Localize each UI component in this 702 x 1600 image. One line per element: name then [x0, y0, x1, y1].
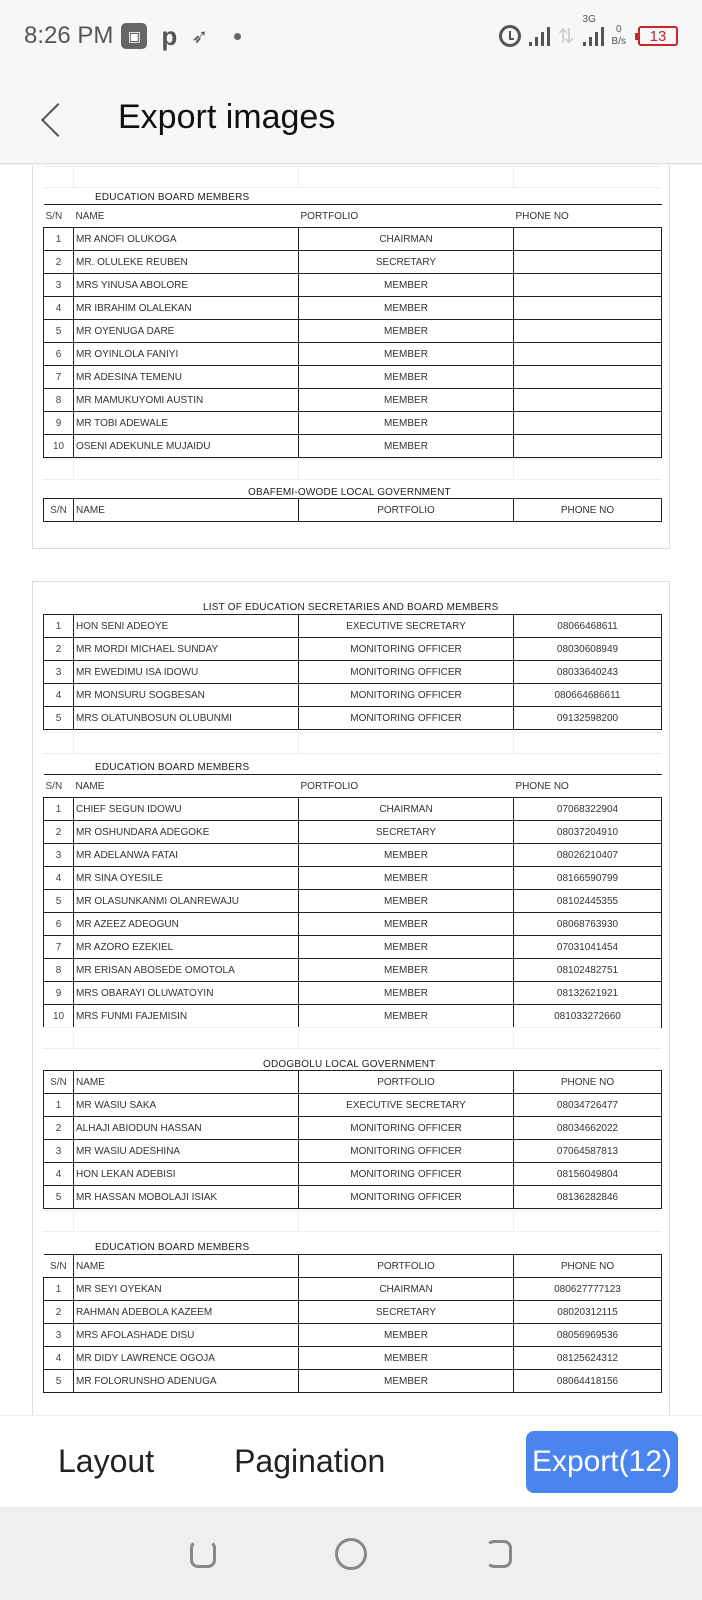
row-phone: 08034662022: [514, 1117, 662, 1140]
row-portfolio: MEMBER: [299, 1347, 514, 1370]
row-phone: [514, 389, 662, 412]
row-sn: 1: [44, 1278, 74, 1301]
table-row: [44, 1117, 662, 1140]
row-name: MR HASSAN MOBOLAJI ISIAK: [74, 1186, 299, 1209]
row-phone: 08156049804: [514, 1163, 662, 1186]
table-row: [44, 936, 662, 959]
secretaries-table: [43, 614, 662, 730]
row-sn: 2: [44, 821, 74, 844]
export-button[interactable]: Export(12): [526, 1431, 678, 1493]
table-row: [44, 615, 662, 638]
preview-page-1[interactable]: [32, 165, 670, 549]
header-name: NAME: [74, 499, 299, 522]
row-sn: 5: [44, 1186, 74, 1209]
app-bar: [0, 72, 702, 164]
row-portfolio: MONITORING OFFICER: [299, 684, 514, 707]
battery-level: 13: [649, 27, 667, 45]
header-portfolio: PORTFOLIO: [299, 205, 514, 228]
table-row: [44, 1186, 662, 1209]
row-sn: 4: [44, 684, 74, 707]
row-sn: 4: [44, 867, 74, 890]
table-header-row: [44, 499, 662, 522]
table-row: [44, 1005, 662, 1028]
table-row: [44, 1140, 662, 1163]
row-portfolio: MEMBER: [299, 1370, 514, 1393]
row-name: MR ANOFI OLUKOGA: [74, 228, 299, 251]
header-sn: S/N: [44, 205, 74, 228]
header-phone: PHONE NO: [514, 499, 662, 522]
clock: 8:26 PM: [24, 22, 114, 49]
row-name: MR WASIU SAKA: [74, 1094, 299, 1117]
section-title: EDUCATION BOARD MEMBERS: [95, 1242, 250, 1253]
table-row: [44, 389, 662, 412]
row-portfolio: MONITORING OFFICER: [299, 638, 514, 661]
row-sn: 5: [44, 890, 74, 913]
table-row: [44, 297, 662, 320]
row-phone: 08102482751: [514, 959, 662, 982]
table-row: [44, 343, 662, 366]
row-portfolio: MEMBER: [299, 274, 514, 297]
row-sn: 3: [44, 661, 74, 684]
row-name: MR SEYI OYEKAN: [74, 1278, 299, 1301]
signal-3g-icon: [582, 14, 604, 46]
row-portfolio: MEMBER: [299, 959, 514, 982]
header-name: NAME: [74, 1255, 299, 1278]
row-portfolio: SECRETARY: [299, 821, 514, 844]
row-portfolio: MEMBER: [299, 366, 514, 389]
row-portfolio: MEMBER: [299, 913, 514, 936]
header-sn: S/N: [44, 1071, 74, 1094]
row-phone: 08136282846: [514, 1186, 662, 1209]
table-row: [44, 1094, 662, 1117]
back-arrow-icon[interactable]: [24, 90, 80, 146]
board-members-table: [43, 204, 662, 458]
row-sn: 4: [44, 297, 74, 320]
row-phone: 08166590799: [514, 867, 662, 890]
table-header-row: [44, 775, 662, 798]
table-row: [44, 821, 662, 844]
lg-header-table: [43, 498, 662, 522]
header-sn: S/N: [44, 775, 74, 798]
row-portfolio: MEMBER: [299, 297, 514, 320]
home-icon[interactable]: [335, 1538, 367, 1570]
row-portfolio: MONITORING OFFICER: [299, 661, 514, 684]
row-portfolio: EXECUTIVE SECRETARY: [299, 1094, 514, 1117]
row-name: CHIEF SEGUN IDOWU: [74, 798, 299, 821]
row-phone: [514, 251, 662, 274]
row-portfolio: MEMBER: [299, 844, 514, 867]
row-portfolio: MONITORING OFFICER: [299, 1163, 514, 1186]
row-portfolio: CHAIRMAN: [299, 798, 514, 821]
row-sn: 9: [44, 412, 74, 435]
row-portfolio: MEMBER: [299, 412, 514, 435]
table-row: [44, 320, 662, 343]
more-notifications-dot-icon: [234, 33, 241, 40]
row-sn: 1: [44, 615, 74, 638]
header-name: NAME: [74, 775, 299, 798]
table-row: [44, 228, 662, 251]
row-sn: 10: [44, 435, 74, 458]
board-members-table: [43, 774, 662, 1028]
row-phone: 081033272660: [514, 1005, 662, 1028]
row-sn: 4: [44, 1347, 74, 1370]
row-portfolio: MEMBER: [299, 320, 514, 343]
pagination-button[interactable]: Pagination: [234, 1443, 386, 1479]
row-name: MR OYENUGA DARE: [74, 320, 299, 343]
board-members-table-2: [43, 1254, 662, 1393]
recents-icon[interactable]: [190, 1540, 216, 1568]
row-phone: [514, 274, 662, 297]
table-row: [44, 1324, 662, 1347]
header-name: NAME: [74, 1071, 299, 1094]
row-name: MR ADESINA TEMENU: [74, 366, 299, 389]
header-sn: S/N: [44, 1255, 74, 1278]
row-phone: 08066468611: [514, 615, 662, 638]
header-phone: PHONE NO: [514, 205, 662, 228]
section-title: EDUCATION BOARD MEMBERS: [95, 762, 250, 773]
row-portfolio: MONITORING OFFICER: [299, 1186, 514, 1209]
header-portfolio: PORTFOLIO: [299, 499, 514, 522]
row-portfolio: MONITORING OFFICER: [299, 707, 514, 730]
table-row: [44, 844, 662, 867]
bird-app-icon: ➶: [191, 25, 209, 48]
row-phone: 08125624312: [514, 1347, 662, 1370]
network-speed: [612, 24, 626, 48]
status-bar: [0, 0, 702, 72]
row-name: MR AZEEZ ADEOGUN: [74, 913, 299, 936]
network-type: 3G: [582, 14, 596, 25]
row-name: MR EWEDIMU ISA IDOWU: [74, 661, 299, 684]
row-sn: 1: [44, 1094, 74, 1117]
bottom-action-bar: [0, 1415, 702, 1507]
lg-title: OBAFEMI-OWODE LOCAL GOVERNMENT: [248, 487, 451, 498]
row-phone: 09132598200: [514, 707, 662, 730]
table-row: [44, 798, 662, 821]
row-phone: 080627777123: [514, 1278, 662, 1301]
table-row: [44, 959, 662, 982]
row-sn: 1: [44, 228, 74, 251]
row-name: MR FOLORUNSHO ADENUGA: [74, 1370, 299, 1393]
row-phone: 08020312115: [514, 1301, 662, 1324]
speed-value: 0: [615, 24, 622, 35]
p-app-icon: p: [161, 20, 178, 51]
alarm-icon: [499, 25, 521, 47]
page-title: Export images: [118, 98, 336, 136]
row-name: MR OYINLOLA FANIYI: [74, 343, 299, 366]
row-portfolio: MEMBER: [299, 936, 514, 959]
row-portfolio: MEMBER: [299, 1324, 514, 1347]
header-portfolio: PORTFOLIO: [299, 1255, 514, 1278]
section-title: EDUCATION BOARD MEMBERS: [95, 192, 250, 203]
header-phone: PHONE NO: [514, 1255, 662, 1278]
row-portfolio: MEMBER: [299, 1005, 514, 1028]
table-row: [44, 366, 662, 389]
header-portfolio: PORTFOLIO: [299, 775, 514, 798]
row-portfolio: MONITORING OFFICER: [299, 1117, 514, 1140]
table-row: [44, 1278, 662, 1301]
row-sn: 7: [44, 936, 74, 959]
row-phone: 080664686611: [514, 684, 662, 707]
header-name: NAME: [74, 205, 299, 228]
row-name: OSENI ADEKUNLE MUJAIDU: [74, 435, 299, 458]
row-sn: 7: [44, 366, 74, 389]
row-phone: [514, 228, 662, 251]
row-name: MRS OBARAYI OLUWATOYIN: [74, 982, 299, 1005]
row-name: MR OLASUNKANMI OLANREWAJU: [74, 890, 299, 913]
table-row: [44, 684, 662, 707]
row-sn: 5: [44, 320, 74, 343]
table-row: [44, 412, 662, 435]
row-name: MRS FUNMI FAJEMISIN: [74, 1005, 299, 1028]
row-phone: 08132621921: [514, 982, 662, 1005]
row-name: MR MONSURU SOGBESAN: [74, 684, 299, 707]
row-portfolio: MEMBER: [299, 435, 514, 458]
app-notification-icon: ▣: [121, 23, 147, 49]
row-name: MR OSHUNDARA ADEGOKE: [74, 821, 299, 844]
row-name: HON SENI ADEOYE: [74, 615, 299, 638]
row-name: MR IBRAHIM OLALEKAN: [74, 297, 299, 320]
row-phone: [514, 320, 662, 343]
row-phone: 08064418156: [514, 1370, 662, 1393]
row-sn: 8: [44, 389, 74, 412]
row-name: MR ADELANWA FATAI: [74, 844, 299, 867]
row-sn: 3: [44, 1324, 74, 1347]
table-row: [44, 707, 662, 730]
lg-table: [43, 1070, 662, 1209]
row-portfolio: MEMBER: [299, 890, 514, 913]
row-phone: 08033640243: [514, 661, 662, 684]
row-sn: 10: [44, 1005, 74, 1028]
row-sn: 4: [44, 1163, 74, 1186]
row-portfolio: CHAIRMAN: [299, 1278, 514, 1301]
speed-unit: B/s: [611, 36, 626, 47]
system-nav-bar: [0, 1507, 702, 1600]
row-name: RAHMAN ADEBOLA KAZEEM: [74, 1301, 299, 1324]
row-name: MR DIDY LAWRENCE OGOJA: [74, 1347, 299, 1370]
header-sn: S/N: [44, 499, 74, 522]
row-name: MR ERISAN ABOSEDE OMOTOLA: [74, 959, 299, 982]
row-sn: 6: [44, 913, 74, 936]
signal-icon: [529, 26, 550, 46]
row-phone: [514, 297, 662, 320]
header-portfolio: PORTFOLIO: [299, 1071, 514, 1094]
row-portfolio: MONITORING OFFICER: [299, 1140, 514, 1163]
row-sn: 3: [44, 274, 74, 297]
table-row: [44, 274, 662, 297]
row-name: HON LEKAN ADEBISI: [74, 1163, 299, 1186]
row-sn: 9: [44, 982, 74, 1005]
row-phone: [514, 343, 662, 366]
row-sn: 5: [44, 707, 74, 730]
row-sn: 1: [44, 798, 74, 821]
lg-title: ODOGBOLU LOCAL GOVERNMENT: [263, 1059, 436, 1070]
row-phone: 08102445355: [514, 890, 662, 913]
row-sn: 2: [44, 1301, 74, 1324]
row-name: MR MORDI MICHAEL SUNDAY: [74, 638, 299, 661]
row-name: MR SINA OYESILE: [74, 867, 299, 890]
table-row: [44, 913, 662, 936]
row-portfolio: EXECUTIVE SECRETARY: [299, 615, 514, 638]
row-portfolio: MEMBER: [299, 867, 514, 890]
row-sn: 3: [44, 1140, 74, 1163]
table-row: [44, 890, 662, 913]
row-sn: 5: [44, 1370, 74, 1393]
row-portfolio: MEMBER: [299, 389, 514, 412]
row-sn: 3: [44, 844, 74, 867]
table-header-row: [44, 1255, 662, 1278]
row-phone: 08034726477: [514, 1094, 662, 1117]
row-phone: [514, 412, 662, 435]
table-row: [44, 982, 662, 1005]
table-header-row: [44, 205, 662, 228]
row-sn: 2: [44, 1117, 74, 1140]
preview-page-2[interactable]: [32, 581, 670, 1415]
row-name: MR AZORO EZEKIEL: [74, 936, 299, 959]
row-sn: 6: [44, 343, 74, 366]
header-phone: PHONE NO: [514, 775, 662, 798]
row-phone: 07064587813: [514, 1140, 662, 1163]
layout-button[interactable]: Layout: [58, 1443, 155, 1479]
row-portfolio: MEMBER: [299, 982, 514, 1005]
row-name: MRS YINUSA ABOLORE: [74, 274, 299, 297]
table-row: [44, 867, 662, 890]
row-phone: 08068763930: [514, 913, 662, 936]
table-header-row: [44, 1071, 662, 1094]
row-phone: 07031041454: [514, 936, 662, 959]
table-row: [44, 1163, 662, 1186]
battery-icon: [638, 26, 678, 46]
list-title: LIST OF EDUCATION SECRETARIES AND BOARD MEMBERS: [203, 602, 499, 613]
row-name: MR WASIU ADESHINA: [74, 1140, 299, 1163]
row-portfolio: MEMBER: [299, 343, 514, 366]
table-row: [44, 638, 662, 661]
table-row: [44, 661, 662, 684]
table-row: [44, 435, 662, 458]
row-name: MR TOBI ADEWALE: [74, 412, 299, 435]
row-name: MRS OLATUNBOSUN OLUBUNMI: [74, 707, 299, 730]
back-icon[interactable]: [486, 1540, 512, 1568]
table-row: [44, 1301, 662, 1324]
row-name: MR MAMUKUYOMI AUSTIN: [74, 389, 299, 412]
header-phone: PHONE NO: [514, 1071, 662, 1094]
row-name: MR. OLULEKE REUBEN: [74, 251, 299, 274]
row-sn: 2: [44, 251, 74, 274]
row-name: MRS AFOLASHADE DISU: [74, 1324, 299, 1347]
data-transfer-icon: ⇅: [557, 25, 575, 48]
row-phone: 08030608949: [514, 638, 662, 661]
row-portfolio: SECRETARY: [299, 1301, 514, 1324]
export-preview[interactable]: [0, 165, 702, 1415]
row-phone: 08037204910: [514, 821, 662, 844]
row-phone: 08056969536: [514, 1324, 662, 1347]
row-sn: 8: [44, 959, 74, 982]
row-phone: 08026210407: [514, 844, 662, 867]
row-phone: [514, 435, 662, 458]
row-portfolio: SECRETARY: [299, 251, 514, 274]
row-phone: 07068322904: [514, 798, 662, 821]
row-name: ALHAJI ABIODUN HASSAN: [74, 1117, 299, 1140]
row-portfolio: CHAIRMAN: [299, 228, 514, 251]
row-sn: 2: [44, 638, 74, 661]
table-row: [44, 251, 662, 274]
table-row: [44, 1370, 662, 1393]
row-phone: [514, 366, 662, 389]
table-row: [44, 1347, 662, 1370]
